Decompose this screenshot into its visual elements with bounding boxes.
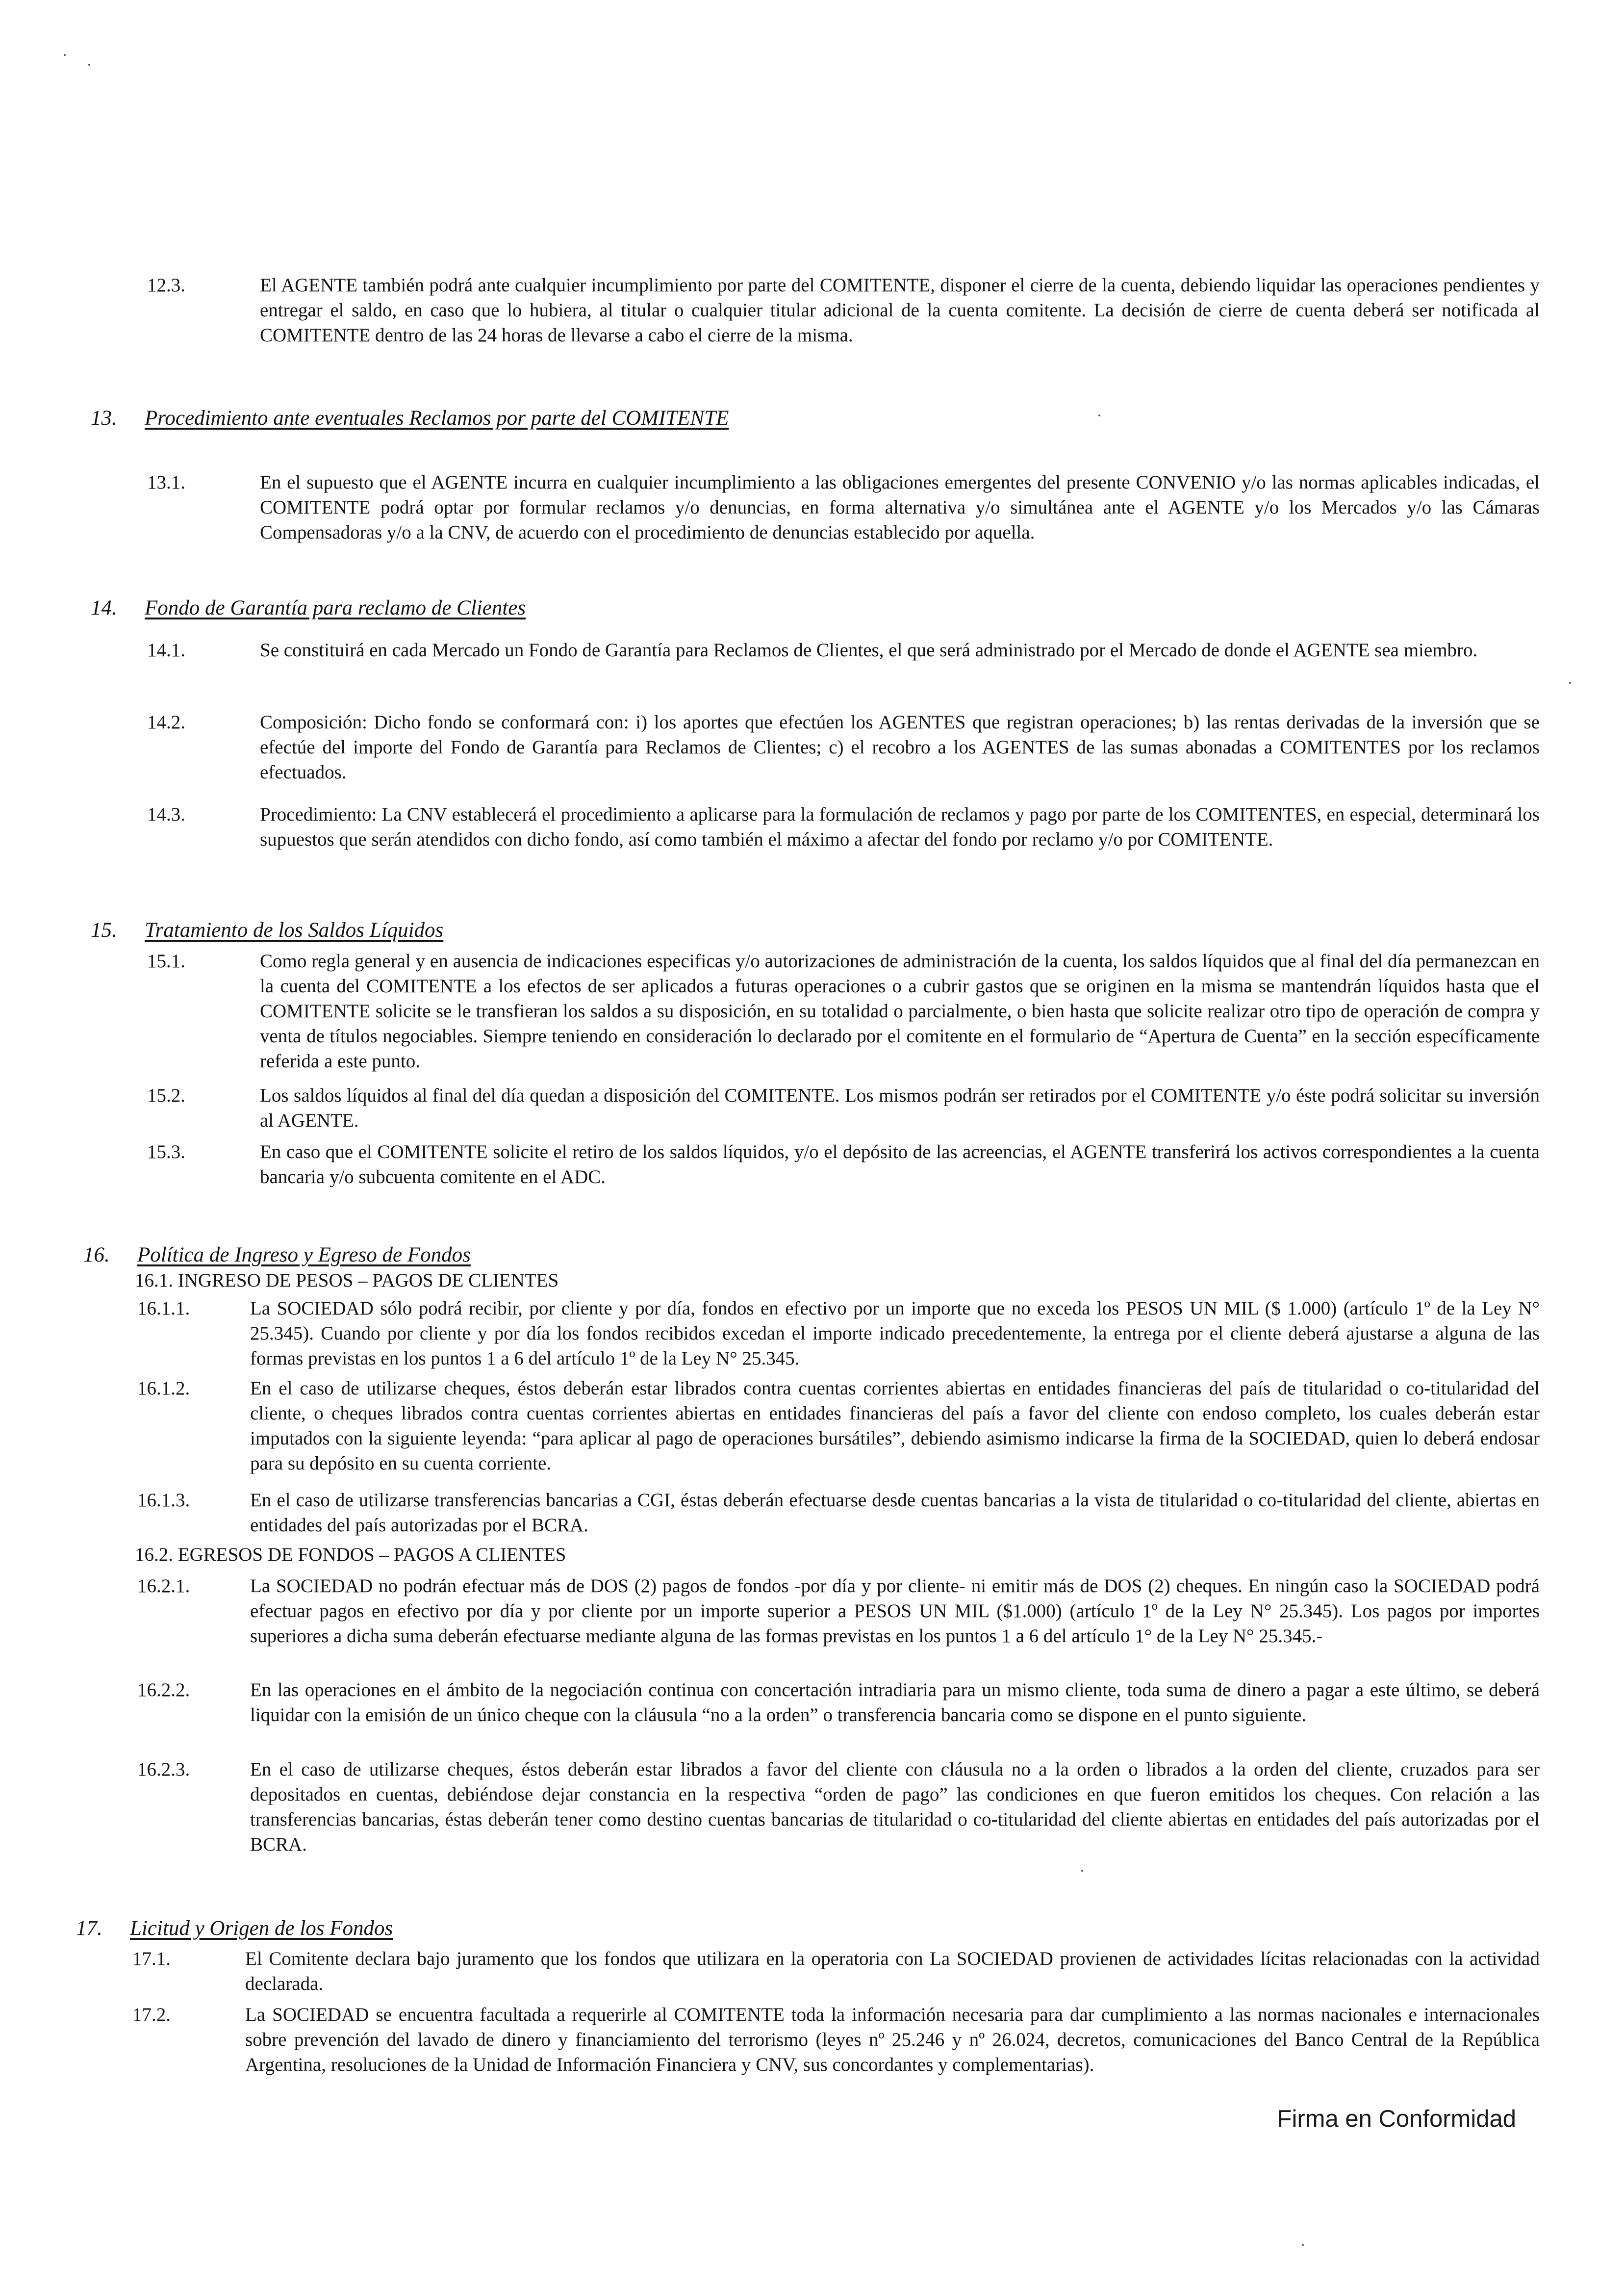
section-number: 17.	[76, 1917, 102, 1940]
clause-16-1-1	[137, 1296, 1540, 1371]
clause-text: Procedimiento: La CNV establecerá el procedimiento a aplicarse para la formulación de reclamos y pago por parte de los COMITENTES, en especial, determinará los supuestos que serán atendidos con dicho fondo, así como también el máximo a afectar del fondo por reclamo y/o por COMITENTE.	[260, 804, 1540, 850]
clause-number: 17.2.	[132, 2004, 171, 2025]
clause-text: En las operaciones en el ámbito de la negociación continua con concertación intradiaria para un mismo cliente, toda suma de dinero a pagar a este último, se deberá liquidar con la emisión de un único cheque con la cláusula “no a la orden” o transferencia bancaria como se dispone en el punto siguiente.	[250, 1679, 1540, 1726]
clause-text: La SOCIEDAD sólo podrá recibir, por cliente y por día, fondos en efectivo por un importe que no exceda los PESOS UN MIL ($ 1.000) (artículo 1º de la Ley N° 25.345). Cuando por cliente y por día los fondos recibidos excedan el importe indicado precedentemente, la entrega por el cliente deberá ajustarse a alguna de las formas previstas en los puntos 1 a 6 del artículo 1º de la Ley N° 25.345.	[250, 1298, 1540, 1369]
section-number: 16.	[83, 1243, 110, 1266]
clause-17-2	[132, 2002, 1540, 2077]
clause-number: 13.1.	[147, 472, 185, 493]
clause-number: 16.1.2.	[137, 1378, 190, 1399]
clause-number: 14.2.	[147, 712, 185, 733]
clause-text: La SOCIEDAD no podrán efectuar más de DOS (2) pagos de fondos -por día y por cliente- ni emitir más de DOS (2) cheques. En ningún caso la SOCIEDAD podrá efectuar pagos en efectivo por día y por cliente por un importe superior a PESOS UN MIL ($1.000) (artículo 1º de la Ley N° 25.345). Los pagos por importes superiores a dicha suma deberán efectuarse mediante alguna de las formas previstas en los puntos 1 a 6 del artículo 1° de la Ley N° 25.345.-	[250, 1575, 1540, 1647]
section-number: 14.	[91, 596, 117, 619]
clause-number: 16.2.3.	[137, 1759, 190, 1780]
clause-13-1	[147, 470, 1540, 545]
scan-speck	[64, 54, 66, 56]
section-title: Tratamiento de los Saldos Líquidos	[145, 919, 444, 942]
scan-speck	[1098, 414, 1100, 416]
signature-label: Firma en Conformidad	[1277, 2106, 1516, 2132]
clause-number: 12.3.	[147, 275, 185, 296]
clause-15-1	[147, 949, 1540, 1074]
clause-text: El Comitente declara bajo juramento que los fondos que utilizara en la operatoria con La SOCIEDAD provienen de actividades lícitas relacionadas con la actividad declarada.	[245, 1948, 1540, 1994]
section-title: Licitud y Origen de los Fondos	[130, 1917, 393, 1940]
subsection-16-2-title: 16.2. EGRESOS DE FONDOS – PAGOS A CLIENTES	[135, 1544, 566, 1565]
subsection-16-1-title: 16.1. INGRESO DE PESOS – PAGOS DE CLIENTES	[135, 1270, 559, 1291]
section-17-heading	[76, 1915, 393, 1942]
clause-16-2-2	[137, 1677, 1540, 1727]
clause-14-2	[147, 710, 1540, 785]
clause-16-1-3	[137, 1488, 1540, 1538]
clause-text: Composición: Dicho fondo se conformará con: i) los aportes que efectúen los AGENTES que registran operaciones; b) las rentas derivadas de la inversión que se efectúe del importe del Fondo de Garantía para Reclamos de Clientes; c) el recobro a los AGENTES de las sumas abonadas a COMITENTES por los reclamos efectuados.	[260, 712, 1540, 783]
scan-speck	[88, 64, 90, 66]
section-title: Procedimiento ante eventuales Reclamos por parte del COMITENTE	[145, 407, 729, 430]
clause-text: En el caso de utilizarse cheques, éstos deberán estar librados contra cuentas corrientes abiertas en entidades financieras del país de titularidad o co-titularidad del cliente, o cheques librados contra cuentas corrientes abiertas en entidades financieras del país a favor del cliente con endoso completo, los cuales deberán estar imputados con la siguiente leyenda: “para aplicar al pago de operaciones bursátiles”, debiendo asimismo indicarse la firma de la SOCIEDAD, quien lo deberá endosar para su depósito en su cuenta corriente.	[250, 1378, 1540, 1474]
clause-text: Los saldos líquidos al final del día quedan a disposición del COMITENTE. Los mismos podrán ser retirados por el COMITENTE y/o éste podrá solicitar su inversión al AGENTE.	[260, 1085, 1540, 1131]
clause-text: En el caso de utilizarse transferencias bancarias a CGI, éstas deberán efectuarse desde cuentas bancarias a la vista de titularidad o co-titularidad del cliente, abiertas en entidades del país autorizadas por el BCRA.	[250, 1490, 1540, 1536]
clause-text: Se constituirá en cada Mercado un Fondo de Garantía para Reclamos de Clientes, el que será administrado por el Mercado de donde el AGENTE sea miembro.	[260, 640, 1478, 661]
section-14-heading	[91, 595, 526, 621]
clause-number: 14.3.	[147, 804, 185, 825]
section-number: 13.	[91, 407, 117, 430]
clause-17-1	[132, 1946, 1540, 1996]
clause-text: En caso que el COMITENTE solicite el retiro de los saldos líquidos, y/o el depósito de las acreencias, el AGENTE transferirá los activos correspondientes a la cuenta bancaria y/o subcuenta comitente en el ADC.	[260, 1141, 1540, 1187]
section-number: 15.	[91, 919, 117, 942]
clause-14-1	[147, 638, 1540, 663]
clause-number: 16.1.1.	[137, 1298, 190, 1319]
clause-number: 15.2.	[147, 1085, 185, 1106]
clause-16-2-3	[137, 1757, 1540, 1857]
clause-number: 15.3.	[147, 1141, 185, 1162]
clause-15-2	[147, 1083, 1540, 1133]
section-title: Fondo de Garantía para reclamo de Clientes	[145, 596, 526, 619]
clause-16-2-1	[137, 1573, 1540, 1649]
clause-text: El AGENTE también podrá ante cualquier incumplimiento por parte del COMITENTE, disponer el cierre de la cuenta, debiendo liquidar las operaciones pendientes y entregar el saldo, en caso que lo hubiera, al titular o cualquier titular adicional de la cuenta comitente. La decisión de cierre de cuenta deberá ser notificada al COMITENTE dentro de las 24 horas de llevarse a cabo el cierre de la misma.	[260, 275, 1540, 346]
clause-15-3	[147, 1139, 1540, 1189]
section-13-heading	[91, 405, 729, 432]
section-15-heading	[91, 917, 444, 944]
clause-12-3	[147, 273, 1540, 348]
scan-speck	[1569, 682, 1571, 684]
clause-number: 14.1.	[147, 640, 185, 661]
clause-16-1-2	[137, 1376, 1540, 1476]
clause-number: 16.2.2.	[137, 1679, 190, 1701]
clause-number: 16.2.1.	[137, 1575, 190, 1597]
clause-number: 16.1.3.	[137, 1490, 190, 1511]
clause-text: Como regla general y en ausencia de indicaciones especificas y/o autorizaciones de administración de la cuenta, los saldos líquidos que al final del día permanezcan en la cuenta del COMITENTE a los efectos de ser aplicados a futuras operaciones o a cubrir gastos que se originen en la misma se mantendrán líquidos hasta que el COMITENTE solicite se le transfieran los saldos a su disposición, en su totalidad o parcialmente, o bien hasta que solicite realizar otro tipo de operación de compra y venta de títulos negociables. Siempre teniendo en consideración lo declarado por el comitente en el formulario de “Apertura de Cuenta” en la sección específicamente referida a este punto.	[260, 951, 1540, 1072]
scan-speck	[1081, 1870, 1083, 1872]
clause-text: En el caso de utilizarse cheques, éstos deberán estar librados a favor del cliente con cláusula no a la orden o librados a la orden del cliente, cruzados para ser depositados en cuentas, debiéndose dejar constancia en la respectiva “orden de pago” las condiciones en que fueron emitidos los cheques. Con relación a las transferencias bancarias, éstas deberán tener como destino cuentas bancarias de titularidad o co-titularidad del cliente abiertas en entidades del país autorizadas por el BCRA.	[250, 1759, 1540, 1855]
section-16-heading	[83, 1242, 471, 1268]
clause-text: La SOCIEDAD se encuentra facultada a requerirle al COMITENTE toda la información necesaria para dar cumplimiento a las normas nacionales e internacionales sobre prevención del lavado de dinero y financiamiento del terrorismo (leyes nº 25.246 y nº 26.024, decretos, comunicaciones del Banco Central de la República Argentina, resoluciones de la Unidad de Información Financiera y CNV, sus concordantes y complementarias).	[245, 2004, 1540, 2075]
clause-14-3	[147, 802, 1540, 852]
scan-speck	[1302, 2244, 1304, 2246]
clause-text: En el supuesto que el AGENTE incurra en cualquier incumplimiento a las obligaciones emergentes del presente CONVENIO y/o las normas aplicables indicadas, el COMITENTE podrá optar por formular reclamos y/o denuncias, en forma alternativa y/o simultánea ante el AGENTE y/o los Mercados y/o las Cámaras Compensadoras y/o a la CNV, de acuerdo con el procedimiento de denuncias establecido por aquella.	[260, 472, 1540, 543]
section-title: Política de Ingreso y Egreso de Fondos	[137, 1243, 471, 1266]
clause-number: 17.1.	[132, 1948, 171, 1969]
clause-number: 15.1.	[147, 951, 185, 972]
